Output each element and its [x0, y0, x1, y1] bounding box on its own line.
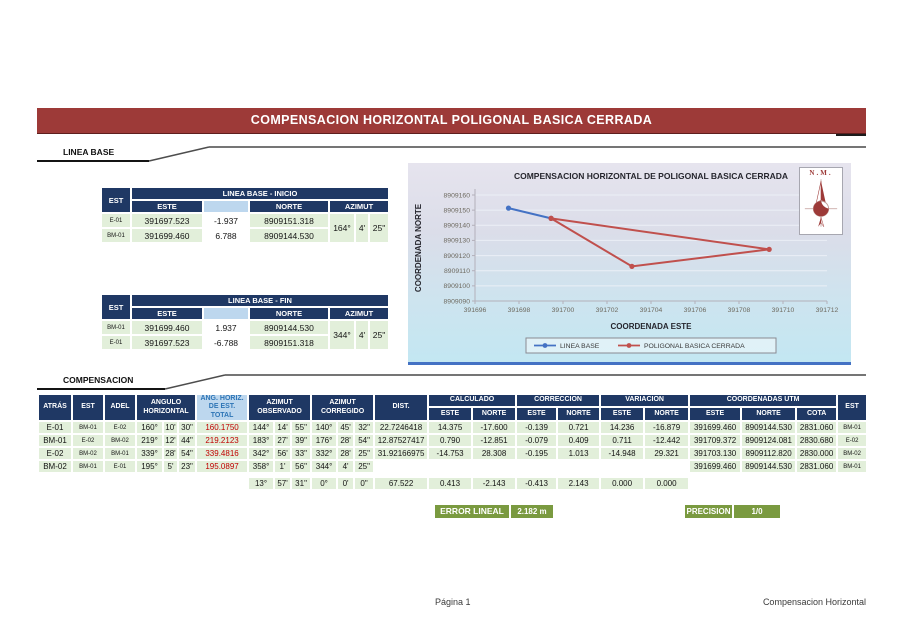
svg-text:8909150: 8909150: [443, 207, 470, 215]
comp-cell: 160°: [137, 422, 162, 433]
cell-est: BM-01: [102, 229, 130, 242]
cell-est: E-01: [102, 336, 130, 349]
comp-cell: E-02: [838, 435, 866, 446]
comp-cell: -12.442: [645, 435, 688, 446]
page-title: COMPENSACION HORIZONTAL POLIGONAL BASICA CERRADA: [37, 108, 866, 134]
comp-data-row: [39, 422, 866, 433]
comp-cell: 28': [338, 448, 353, 459]
col-header-este: ESTE: [132, 308, 202, 319]
cell-este: 391699.460: [132, 321, 202, 334]
comp-cell: 2830.000: [797, 448, 836, 459]
comp-cell: E-02: [105, 422, 135, 433]
comp-cell: 195°: [137, 461, 162, 472]
svg-text:391698: 391698: [507, 307, 531, 314]
comp-cell: 5': [164, 461, 177, 472]
comp-cell: BM-02: [39, 461, 71, 472]
comp-cell: BM-01: [838, 461, 866, 472]
svg-text:391700: 391700: [551, 307, 575, 314]
comp-cell: 56": [292, 461, 310, 472]
comp-cell: 10': [165, 423, 176, 433]
cell-este: 391697.523: [132, 336, 202, 349]
col-header-blank: [204, 201, 248, 212]
comp-cell: 12': [165, 436, 176, 446]
comp-cell: BM-01: [39, 435, 71, 446]
comp-subheader: ESTE: [601, 408, 643, 420]
table-row: [102, 321, 388, 334]
comp-cell-empty: [429, 461, 471, 472]
comp-cell: 14.236: [601, 422, 643, 433]
comp-cell: 391699.460: [690, 461, 740, 472]
svg-text:391710: 391710: [771, 307, 795, 314]
comp-cell: BM-01: [838, 422, 866, 433]
comp-cell-empty: [601, 461, 643, 472]
comp-total-cell: 2.143: [558, 478, 599, 489]
table-linea-base-inicio: [100, 186, 390, 244]
comp-spacer-row: [39, 474, 866, 476]
comp-cell: -0.195: [517, 448, 556, 459]
comp-cell: 39": [292, 435, 310, 446]
table-linea-base-fin: [100, 293, 390, 351]
comp-cell: 339.4816: [197, 448, 247, 459]
comp-cell: BM-01: [105, 448, 135, 459]
comp-cell: 1.013: [558, 448, 599, 459]
comp-header: COORDENADAS UTM: [690, 395, 836, 406]
cell-azimut-sec: 25": [370, 214, 388, 242]
cell-norte: 8909151.318: [250, 214, 328, 227]
comp-cell: 342°: [249, 448, 273, 459]
comp-cell: -17.600: [473, 422, 515, 433]
svg-text:LINEA BASE: LINEA BASE: [560, 343, 600, 350]
comp-header-row: [39, 395, 866, 406]
comp-cell: 0.711: [601, 435, 643, 446]
comp-cell: 176°: [312, 435, 336, 446]
comp-total-cell: 57': [275, 478, 290, 489]
cell-azimut-min: 4': [356, 321, 368, 349]
comp-cell: 22.7246418: [375, 422, 427, 433]
comp-total-cell: 13°: [249, 478, 273, 489]
comp-cell: 2831.060: [797, 422, 836, 433]
precision-label: PRECISION: [686, 507, 731, 516]
comp-cell: 195.0897: [197, 461, 247, 472]
section-label-linea-base: LINEA BASE: [63, 147, 115, 157]
cell-norte: 8909151.318: [250, 336, 328, 349]
comp-subheader: ESTE: [517, 408, 556, 420]
comp-cell: 332°: [312, 448, 336, 459]
svg-text:POLIGONAL BASICA CERRADA: POLIGONAL BASICA CERRADA: [644, 343, 745, 350]
comp-header: ATRÁS: [39, 395, 71, 420]
comp-cell: 23": [179, 461, 195, 472]
svg-text:8909100: 8909100: [443, 283, 470, 291]
cell-azimut-deg: 164°: [330, 214, 354, 242]
col-header-azimut: AZIMUT: [330, 308, 388, 319]
comp-cell: 160.1750: [197, 422, 247, 433]
cell-est: BM-01: [102, 321, 130, 334]
title-underline-tick: [836, 134, 866, 136]
comp-cell: 30": [179, 422, 195, 433]
comp-cell: 391709.372: [690, 435, 740, 446]
cell-este: 391699.460: [132, 229, 202, 242]
svg-text:8909120: 8909120: [443, 252, 470, 260]
col-header-blank: [204, 308, 248, 319]
comp-cell: 29.321: [645, 448, 688, 459]
section-tab-compensacion: [37, 373, 866, 391]
comp-totals-row: [39, 478, 866, 489]
comp-header: ADEL: [105, 395, 135, 420]
comp-cell-empty: [558, 461, 599, 472]
comp-cell: 391699.460: [690, 422, 740, 433]
comp-header: CORRECCION: [517, 395, 599, 406]
comp-cell: 8909144.530: [742, 461, 795, 472]
cell-norte: 8909144.530: [250, 229, 328, 242]
comp-cell: 25": [355, 461, 373, 472]
col-header-azimut: AZIMUT: [330, 201, 388, 212]
svg-text:391696: 391696: [463, 307, 487, 314]
comp-total-cell: 67.522: [375, 478, 427, 489]
comp-total-cell: 0.000: [601, 478, 643, 489]
error-lineal-value: 2.182 m: [511, 505, 553, 518]
comp-cell-empty: [645, 461, 688, 472]
comp-header: ANGULO HORIZONTAL: [137, 395, 195, 420]
cell-este: 391697.523: [132, 214, 202, 227]
comp-cell: 4': [338, 461, 353, 472]
comp-cell: 28': [338, 435, 353, 446]
comp-cell: -14.948: [601, 448, 643, 459]
table-title: LINEA BASE - FIN: [132, 295, 388, 306]
cell-delta: -1.937: [204, 214, 248, 227]
table-title: LINEA BASE - INICIO: [132, 188, 388, 199]
section-tab-linea-base: [37, 145, 866, 163]
comp-cell-empty: [517, 461, 556, 472]
comp-cell: 28.308: [473, 448, 515, 459]
comp-cell: 14.375: [429, 422, 471, 433]
svg-text:8909140: 8909140: [443, 222, 470, 230]
comp-cell: 219.2123: [197, 435, 247, 446]
comp-header-ang-horiz: ANG. HORIZ. DE EST. TOTAL: [197, 395, 247, 420]
comp-header: EST: [838, 395, 866, 420]
comp-total-cell: 0": [355, 478, 373, 489]
comp-cell: 140°: [312, 422, 336, 433]
cell-est: E-01: [102, 214, 130, 227]
tab-lines-icon: [37, 373, 866, 391]
col-header-este: ESTE: [132, 201, 202, 212]
comp-subheader: NORTE: [742, 408, 795, 420]
comp-total-cell: 0.413: [429, 478, 471, 489]
comp-cell-empty: [375, 461, 427, 472]
svg-text:391708: 391708: [727, 307, 751, 314]
svg-text:8909090: 8909090: [443, 298, 470, 306]
comp-cell: 25": [355, 448, 373, 459]
comp-cell: 144°: [249, 422, 273, 433]
comp-cell: 12.87527417: [375, 435, 427, 446]
col-header-norte: NORTE: [250, 201, 328, 212]
comp-cell: 44": [179, 435, 195, 446]
comp-cell: -0.079: [517, 435, 556, 446]
comp-cell: 32": [355, 422, 373, 433]
comp-subheader: ESTE: [429, 408, 471, 420]
comp-header: AZIMUT CORREGIDO: [312, 395, 373, 420]
comp-cell: BM-02: [73, 448, 103, 459]
comp-header: AZIMUT OBSERVADO: [249, 395, 310, 420]
comp-cell: 0.721: [558, 422, 599, 433]
footer-doc-name: Compensacion Horizontal: [762, 597, 866, 607]
comp-cell: -14.753: [429, 448, 471, 459]
comp-total-cell: 31": [292, 478, 310, 489]
comp-cell: 339°: [137, 448, 162, 459]
comp-cell: 0.790: [429, 435, 471, 446]
comp-subheader: NORTE: [645, 408, 688, 420]
svg-text:COORDENADA ESTE: COORDENADA ESTE: [610, 322, 692, 331]
est-col-header: EST: [102, 188, 130, 212]
comp-cell: -0.139: [517, 422, 556, 433]
line-chart: [408, 163, 851, 367]
comp-cell: 14': [275, 422, 290, 433]
comp-data-row: [39, 435, 866, 446]
comp-total-cell: -0.413: [517, 478, 556, 489]
comp-cell: 45': [338, 422, 353, 433]
cell-delta: 6.788: [204, 229, 248, 242]
comp-data-row: [39, 461, 866, 472]
comp-total-cell: 0': [338, 478, 353, 489]
comp-cell: 8909124.081: [742, 435, 795, 446]
comp-cell: -12.851: [473, 435, 515, 446]
comp-cell: -16.879: [645, 422, 688, 433]
svg-text:391702: 391702: [595, 307, 619, 314]
comp-cell: E-01: [105, 461, 135, 472]
compass-rose-icon: [802, 177, 840, 229]
comp-cell: 28': [165, 449, 176, 459]
comp-cell: E-01: [39, 422, 71, 433]
comp-cell: 2831.060: [797, 461, 836, 472]
svg-text:8909160: 8909160: [443, 192, 470, 200]
comp-cell: 54": [355, 435, 373, 446]
comp-header: VARIACION: [601, 395, 688, 406]
comp-header: EST: [73, 395, 103, 420]
comp-cell: 31.92166975: [375, 448, 427, 459]
footer-page-number: Página 1: [435, 597, 471, 607]
comp-header: CALCULADO: [429, 395, 515, 406]
comp-cell: 183°: [249, 435, 273, 446]
comp-subheader: COTA: [797, 408, 836, 420]
cell-delta: -6.788: [204, 336, 248, 349]
comp-subheader: NORTE: [558, 408, 599, 420]
col-header-norte: NORTE: [250, 308, 328, 319]
svg-text:391704: 391704: [639, 307, 663, 314]
section-label-compensacion: COMPENSACION: [63, 375, 134, 385]
compensacion-table: [37, 393, 868, 491]
svg-text:391706: 391706: [683, 307, 707, 314]
svg-text:COMPENSACION HORIZONTAL DE POL: COMPENSACION HORIZONTAL DE POLIGONAL BASICA CERRADA: [513, 171, 789, 181]
comp-total-cell: -2.143: [473, 478, 515, 489]
comp-total-cell: 0°: [312, 478, 336, 489]
compass-box: [799, 167, 843, 235]
comp-cell: 56': [275, 448, 290, 459]
comp-cell: 8909144.530: [742, 422, 795, 433]
cell-azimut-deg: 344°: [330, 321, 354, 349]
comp-cell: 0.409: [558, 435, 599, 446]
comp-subheader: NORTE: [473, 408, 515, 420]
comp-cell: 358°: [249, 461, 273, 472]
precision-value: 1/0: [734, 505, 780, 518]
comp-cell: 391703.130: [690, 448, 740, 459]
comp-cell: BM-02: [838, 448, 866, 459]
svg-text:COORDENADA NORTE: COORDENADA NORTE: [414, 203, 423, 293]
table-row: [102, 214, 388, 227]
comp-cell: 54": [179, 448, 195, 459]
comp-cell: 33": [292, 448, 310, 459]
comp-cell: 8909112.820: [742, 448, 795, 459]
error-lineal-label: ERROR LINEAL: [435, 505, 509, 518]
comp-total-cell: 0.000: [645, 478, 688, 489]
compass-north-label: N.M.: [809, 169, 833, 177]
cell-delta: 1.937: [204, 321, 248, 334]
comp-header: DIST.: [375, 395, 427, 420]
svg-text:8909110: 8909110: [444, 268, 470, 276]
comp-subheader: ESTE: [690, 408, 740, 420]
chart-panel: [408, 163, 851, 365]
est-col-header: EST: [102, 295, 130, 319]
cell-azimut-min: 4': [356, 214, 368, 242]
comp-cell: 2830.680: [797, 435, 836, 446]
comp-cell: BM-01: [73, 461, 103, 472]
comp-cell: E-02: [73, 435, 103, 446]
cell-norte: 8909144.530: [250, 321, 328, 334]
tab-lines-icon: [37, 145, 866, 163]
comp-cell: 55": [292, 422, 310, 433]
comp-cell: 27': [275, 435, 290, 446]
comp-data-row: [39, 448, 866, 459]
comp-cell: 219°: [137, 435, 162, 446]
comp-cell: 344°: [312, 461, 336, 472]
svg-text:391712: 391712: [815, 307, 839, 314]
comp-cell: 1': [275, 461, 290, 472]
comp-cell: BM-02: [105, 435, 135, 446]
comp-cell: E-02: [39, 448, 71, 459]
comp-cell-empty: [473, 461, 515, 472]
svg-text:8909130: 8909130: [443, 237, 470, 245]
comp-cell: BM-01: [73, 422, 103, 433]
cell-azimut-sec: 25": [370, 321, 388, 349]
